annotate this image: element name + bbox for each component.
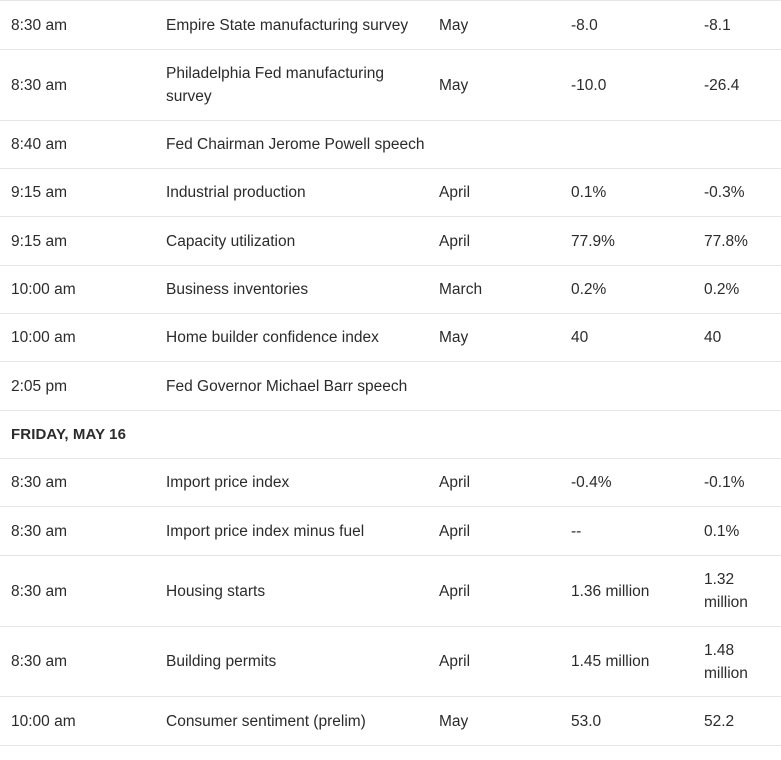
forecast-cell: 0.2% bbox=[704, 281, 740, 298]
time-cell: 10:00 am bbox=[11, 712, 76, 730]
actual-cell: -10.0 bbox=[571, 76, 607, 94]
event-cell: Building permits bbox=[166, 653, 277, 670]
event-cell: Import price index minus fuel bbox=[166, 522, 365, 540]
period-cell: March bbox=[439, 281, 483, 298]
time-cell: 8:30 am bbox=[11, 16, 68, 34]
period-cell: May bbox=[439, 712, 469, 730]
event-cell: Industrial production bbox=[166, 184, 306, 201]
event-cell: Fed Chairman Jerome Powell speech bbox=[166, 136, 425, 153]
actual-cell: -0.4% bbox=[571, 474, 612, 491]
period-cell bbox=[439, 362, 565, 410]
forecast-cell: -8.1 bbox=[704, 16, 731, 34]
event-cell: Fed Governor Michael Barr speech bbox=[166, 377, 408, 395]
period-cell: May bbox=[439, 329, 469, 346]
actual-cell: 53.0 bbox=[571, 712, 602, 730]
actual-cell: 0.2% bbox=[571, 281, 607, 298]
time-cell: 8:30 am bbox=[11, 76, 68, 94]
event-cell: Empire State manufacturing survey bbox=[166, 16, 409, 34]
forecast-cell: 1.32 million bbox=[704, 571, 748, 611]
event-cell: Business inventories bbox=[166, 281, 309, 298]
table-row bbox=[0, 506, 781, 555]
event-cell: Import price index bbox=[166, 474, 290, 491]
time-cell: 8:30 am bbox=[11, 653, 68, 670]
actual-cell: -- bbox=[571, 522, 582, 540]
actual-cell: 1.45 million bbox=[571, 653, 650, 670]
forecast-cell: 77.8% bbox=[704, 232, 748, 250]
period-cell: April bbox=[439, 653, 471, 670]
forecast-cell: 0.1% bbox=[704, 522, 740, 540]
table-row bbox=[0, 265, 781, 313]
table-row bbox=[0, 168, 781, 216]
table-row bbox=[0, 696, 781, 746]
table-row bbox=[0, 313, 781, 361]
period-cell: April bbox=[439, 522, 471, 540]
forecast-cell: -0.1% bbox=[704, 474, 745, 491]
event-cell: Consumer sentiment (prelim) bbox=[166, 712, 366, 730]
forecast-cell bbox=[704, 362, 781, 410]
period-cell: April bbox=[439, 232, 471, 250]
event-cell: Philadelphia Fed manufacturing survey bbox=[166, 65, 384, 105]
actual-cell: 1.36 million bbox=[571, 582, 650, 600]
time-cell: 8:30 am bbox=[11, 474, 68, 491]
table-row bbox=[0, 216, 781, 265]
section-date-heading: FRIDAY, MAY 16 bbox=[11, 426, 127, 443]
time-cell: 10:00 am bbox=[11, 329, 76, 346]
table-row bbox=[0, 361, 781, 410]
time-cell: 8:30 am bbox=[11, 522, 68, 540]
time-cell: 9:15 am bbox=[11, 232, 68, 250]
forecast-cell: 1.48 million bbox=[704, 641, 748, 682]
time-cell: 8:40 am bbox=[11, 136, 68, 153]
section-header-row bbox=[0, 410, 781, 458]
period-cell: April bbox=[439, 582, 471, 600]
time-cell: 10:00 am bbox=[11, 281, 76, 298]
time-cell: 9:15 am bbox=[11, 184, 68, 201]
forecast-cell: -0.3% bbox=[704, 184, 745, 201]
table-row bbox=[0, 120, 781, 168]
forecast-cell: 52.2 bbox=[704, 712, 735, 730]
actual-cell bbox=[571, 121, 699, 168]
actual-cell: 0.1% bbox=[571, 184, 607, 201]
event-cell: Housing starts bbox=[166, 582, 266, 600]
forecast-cell: 40 bbox=[704, 329, 722, 346]
period-cell: May bbox=[439, 76, 469, 94]
actual-cell: -8.0 bbox=[571, 16, 598, 34]
period-cell: April bbox=[439, 474, 471, 491]
event-cell: Home builder confidence index bbox=[166, 329, 379, 346]
forecast-cell: -26.4 bbox=[704, 76, 740, 94]
forecast-cell bbox=[704, 121, 781, 168]
time-cell: 8:30 am bbox=[11, 582, 68, 600]
table-row bbox=[0, 458, 781, 506]
period-cell: April bbox=[439, 184, 471, 201]
event-cell: Capacity utilization bbox=[166, 232, 296, 250]
period-cell: May bbox=[439, 16, 469, 34]
actual-cell: 77.9% bbox=[571, 232, 615, 250]
table-row bbox=[0, 49, 781, 120]
period-cell bbox=[439, 121, 565, 168]
table-row bbox=[0, 0, 781, 49]
table-row bbox=[0, 555, 781, 626]
actual-cell: 40 bbox=[571, 329, 589, 346]
actual-cell bbox=[571, 362, 699, 410]
time-cell: 2:05 pm bbox=[11, 377, 68, 395]
table-row bbox=[0, 626, 781, 696]
